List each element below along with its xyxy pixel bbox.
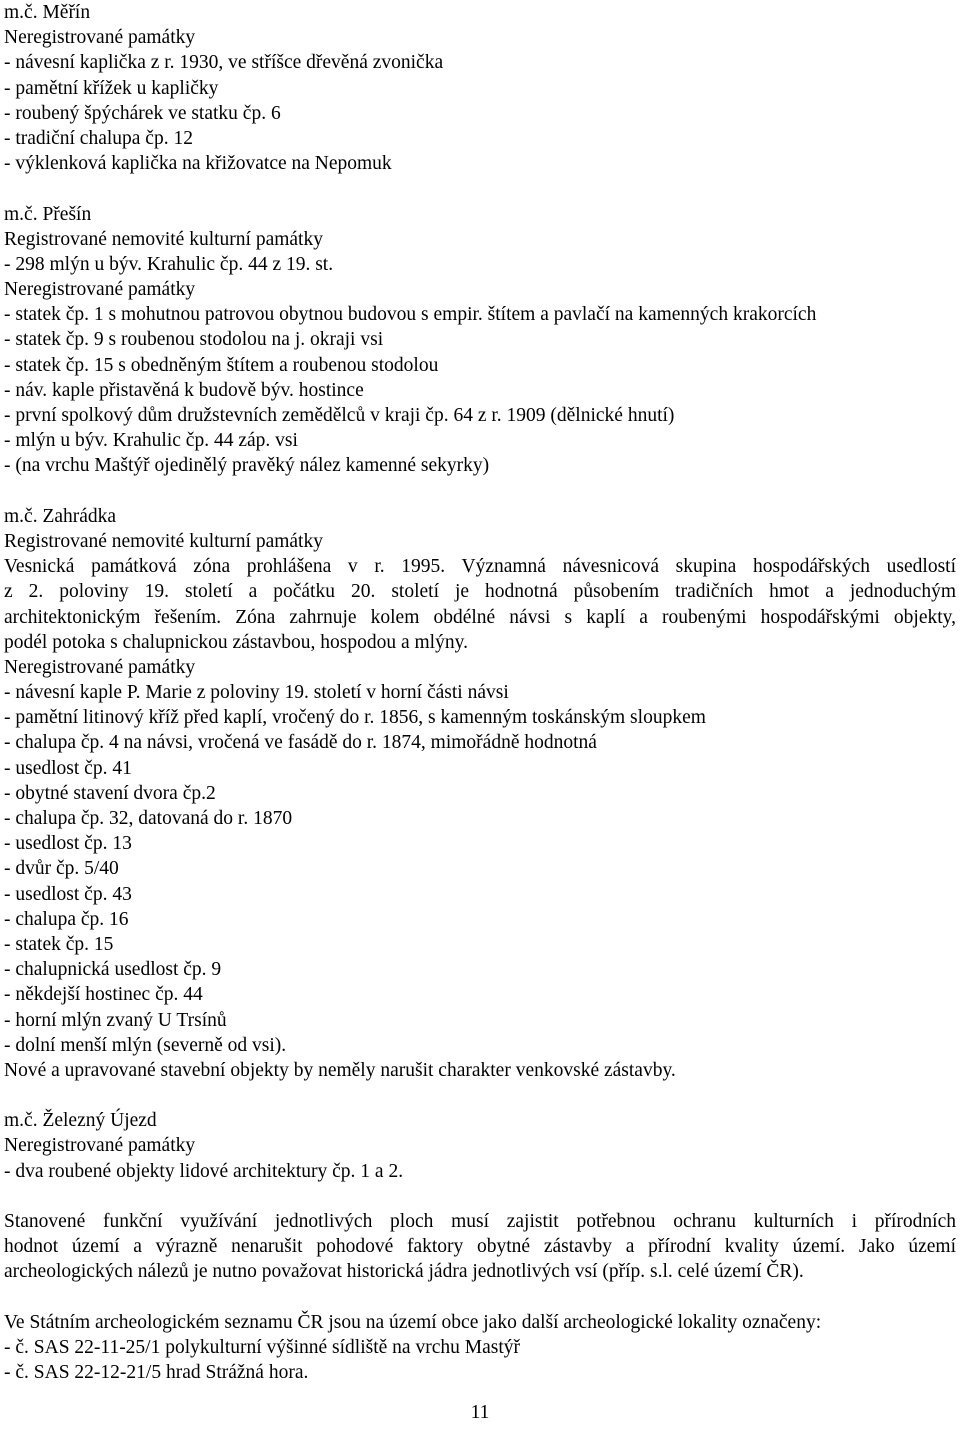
list-item: - usedlost čp. 41 [4, 757, 132, 779]
list-item: - dolní menší mlýn (severně od vsi). [4, 1034, 287, 1056]
list-item: - roubený špýchárek ve statku čp. 6 [4, 102, 281, 124]
nonregistered-heading: Neregistrované památky [4, 27, 196, 49]
list-item: - horní mlýn zvaný U Trsínů [4, 1009, 227, 1031]
paragraph-line: podél potoka s chalupnickou zástavbou, hospodou a mlýny. [4, 631, 468, 653]
registered-heading: Registrované nemovité kulturní památky [4, 530, 323, 552]
list-item: - první spolkový dům družstevních zemědělců v kraji čp. 64 z r. 1909 (dělnické hnutí) [4, 405, 675, 426]
list-item: - dvůr čp. 5/40 [4, 858, 119, 880]
list-item: - usedlost čp. 13 [4, 833, 132, 855]
list-item: - chalupnická usedlost čp. 9 [4, 959, 222, 981]
section-presin [4, 202, 956, 479]
section-merin [4, 0, 956, 176]
section-heading: m.č. Železný Újezd [4, 1110, 157, 1132]
list-item: - č. SAS 22-12-21/5 hrad Strážná hora. [4, 1362, 309, 1384]
list-item: - statek čp. 9 s roubenou stodolou na j. okraji vsi [4, 329, 384, 351]
nonregistered-heading: Neregistrované památky [4, 279, 196, 301]
archaeology-intro: Ve Státním archeologickém seznamu ČR jsou na území obce jako další archeologické lokality označeny: [4, 1311, 822, 1333]
list-item: - dva roubené objekty lidové architektury čp. 1 a 2. [4, 1160, 404, 1182]
list-item: - tradiční chalupa čp. 12 [4, 127, 193, 149]
section-heading: m.č. Zahrádka [4, 505, 117, 527]
list-item: - usedlost čp. 43 [4, 883, 132, 905]
list-item: - statek čp. 15 [4, 933, 114, 955]
list-item: - pamětní litinový kříž před kaplí, vročený do r. 1856, s kamenným toskánským sloupkem [4, 707, 706, 729]
list-item: - statek čp. 15 s obedněným štítem a roubenou stodolou [4, 354, 439, 376]
list-item: - chalupa čp. 4 na návsi, vročená ve fasádě do r. 1874, mimořádně hodnotná [4, 732, 597, 754]
paragraph-line: archeologických nálezů je nutno považovat historická jádra jednotlivých vsí (příp. s.l. celé území ČR). [4, 1261, 804, 1283]
list-item: - chalupa čp. 32, datovaná do r. 1870 [4, 808, 293, 829]
list-item: - výklenková kaplička na křižovatce na Nepomuk [4, 153, 392, 175]
paragraph-line: Stanovené funkční využívání jednotlivých ploch musí zajistit potřebnou ochranu kulturních i přírodních [4, 1211, 956, 1232]
list-item: - (na vrchu Maštýř ojedinělý pravěký nález kamenné sekyrky) [4, 455, 490, 477]
registered-heading: Registrované nemovité kulturní památky [4, 228, 323, 250]
functional-use-paragraph [4, 1209, 956, 1285]
section-zahradka [4, 504, 956, 1083]
list-item: - 298 mlýn u býv. Krahulic čp. 44 z 19. st. [4, 253, 334, 275]
list-item: - pamětní křížek u kapličky [4, 77, 219, 99]
list-item: - někdejší hostinec čp. 44 [4, 984, 203, 1006]
document-body [4, 0, 956, 1385]
page-number: 11 [470, 1402, 490, 1423]
paragraph-line: hodnot území a výrazně nenarušit pohodové faktory obytné zástavby a přírodní kvality území. Jako území [4, 1236, 956, 1258]
closing-sentence: Nové a upravované stavební objekty by neměly narušit charakter venkovské zástavby. [4, 1059, 676, 1081]
section-heading: m.č. Přešín [4, 203, 92, 225]
paragraph-line: architektonickým řešením. Zóna zahrnuje kolem obdélné návsi s kaplí a roubenými hospodářskými objekty, [4, 606, 956, 628]
paragraph-line: z 2. poloviny 19. století a počátku 20. století je hodnotná působením tradičních hmot a jednoduchým [4, 581, 956, 603]
list-item: - obytné stavení dvora čp.2 [4, 782, 216, 804]
list-item: - návesní kaplička z r. 1930, ve stříšce dřevěná zvonička [4, 52, 444, 74]
list-item: - statek čp. 1 s mohutnou patrovou obytnou budovou s empir. štítem a pavlačí na kamenných krakorcích [4, 304, 817, 326]
list-item: - návesní kaple P. Marie z poloviny 19. století v horní části návsi [4, 682, 509, 704]
nonregistered-heading: Neregistrované památky [4, 656, 196, 678]
nonregistered-heading: Neregistrované památky [4, 1135, 196, 1157]
section-zelezny-ujezd [4, 1108, 956, 1184]
paragraph-line: Vesnická památková zóna prohlášena v r. 1995. Významná návesnicová skupina hospodářských usedlostí [4, 556, 956, 578]
archaeology-section [4, 1310, 956, 1386]
list-item: - č. SAS 22-11-25/1 polykulturní výšinné sídliště na vrchu Mastýř [4, 1336, 520, 1358]
section-heading: m.č. Měřín [4, 2, 91, 23]
list-item: - mlýn u býv. Krahulic čp. 44 záp. vsi [4, 430, 298, 452]
list-item: - náv. kaple přistavěná k budově býv. hostince [4, 379, 364, 401]
list-item: - chalupa čp. 16 [4, 908, 129, 930]
